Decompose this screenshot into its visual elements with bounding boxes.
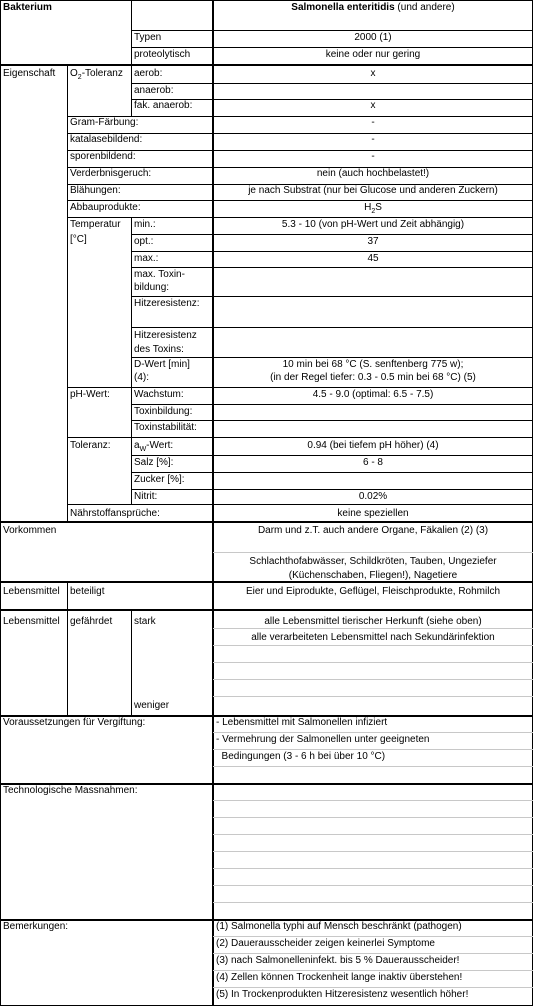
food-involved-value: Eier und Eiprodukte, Geflügel, Fleischprodukte, Rohmilch [245,586,501,597]
sugar-label: Zucker [%]: [134,474,185,485]
grid-line [131,30,533,31]
grid-line [131,251,533,252]
grid-line [67,581,68,715]
ph-growth-value: 4.5 - 9.0 (optimal: 6.5 - 7.5) [312,389,434,400]
aw-label: $a_W$-Wert: [134,440,174,452]
grid-line [213,987,533,988]
occurrence-line-3: (Küchenschaben, Fliegen!), Nagetiere [288,570,458,581]
temp-opt-value: 37 [367,236,379,247]
o2-anaerobic-label: anaerob: [134,85,174,96]
organism-suffix: (und andere) [394,2,455,13]
technology-label: Technologische Massnahmen: [3,785,138,796]
remark-line-3: (3) nach Salmonelleninfekt. bis 5 % Dauerausscheider! [216,955,460,966]
bloating-label: Blähungen: [70,185,121,196]
d-value-line-2: (in der Regel tiefer: 0.3 - 0.5 min bei 68 °C) (5) [270,372,476,383]
types-value: 2000 (1) [354,32,392,43]
proteolytic-value: keine oder nur gering [325,49,421,60]
degradation-value: $H_2S$ [364,202,382,214]
spore-value: - [371,151,375,162]
grid-line [131,0,132,64]
grid-line [213,834,533,835]
degradation-label: Abbauprodukte: [70,202,141,213]
food-endangered-sub: gefährdet [70,616,113,627]
d-value-label: D-Wert [min] [134,359,190,370]
grid-line [131,357,533,358]
salt-label: Salz [%]: [134,457,174,468]
grid-line [213,817,533,818]
grid-line [131,455,533,456]
grid-line [213,885,533,886]
grid-line [131,489,533,490]
grid-line [131,420,533,421]
occurrence-line-1: Darm und z.T. auch andere Organe, Fäkalien (2) (3) [257,525,489,536]
grid-line [131,47,533,48]
o2-tolerance-label: $O_2$-Toleranz [70,68,123,80]
food-endangered-label: Lebensmittel [3,616,60,627]
grid-line [213,970,533,971]
temp-min-value: 5.3 - 10 (von pH-Wert und Zeit abhängig) [281,219,465,230]
gram-label: Gram-Färbung: [70,117,139,128]
grid-line [213,953,533,954]
o2-facultative-label: fak. anaerob: [134,100,193,111]
catalase-label: katalasebildend: [70,134,143,145]
properties-section-label: Eigenschaft [3,68,56,79]
grid-line [213,766,533,767]
grid-line [213,749,533,750]
o2-facultative-value: x [370,100,376,111]
spore-label: sporenbildend: [70,151,136,162]
grid-line [213,662,533,663]
food-endangered-line-2: alle verarbeiteten Lebensmittel nach Sekundärinfektion [251,632,495,643]
grid-line [0,0,1,1006]
d-value-label-2: (4): [134,372,149,383]
catalase-value: - [371,134,375,145]
salt-value: 6 - 8 [362,457,383,468]
nitrite-value: 0.02% [358,491,388,502]
ph-growth-label: Wachstum: [134,389,184,400]
bacterium-label: Bakterium [3,2,52,13]
grid-line [213,851,533,852]
ph-label: pH-Wert: [70,389,110,400]
grid-line [131,404,533,405]
grid-line [213,868,533,869]
food-endangered-line-1: alle Lebensmittel tierischer Herkunft (siehe oben) [264,616,482,627]
remark-line-2: (2) Dauerausscheider zeigen keinerlei Symptome [216,938,435,949]
grid-line [213,696,533,697]
types-label: Typen [134,32,162,43]
organism-title [214,2,532,16]
grid-line [67,387,533,388]
precondition-line-3: Bedingungen (3 - 6 h bei über 10 °C) [216,751,386,762]
o2-aerobic-value: x [370,68,376,79]
ph-toxin-formation-label: Toxinbildung: [134,406,193,417]
occurrence-label: Vorkommen [3,525,57,536]
temp-toxin-label-2: bildung: [134,282,170,293]
proteolytic-label: proteolytisch [134,49,191,60]
gram-value: - [371,117,375,128]
d-value-line-1: 10 min bei 68 °C (S. senftenberg 775 w); [282,359,464,370]
grid-line [131,296,533,297]
grid-line [213,628,533,629]
toxin-heat-resistance-label: Hitzeresistenz [134,330,197,341]
food-endangered-strong: stark [134,616,156,627]
grid-line [213,645,533,646]
o2-aerobic-label: aerob: [134,68,163,79]
temp-toxin-label: max. Toxin- [134,269,185,280]
precondition-line-1: - Lebensmittel mit Salmonellen infiziert [216,717,388,728]
grid-line [131,83,533,84]
nitrite-label: Nitrit: [134,491,158,502]
grid-line [131,472,533,473]
food-involved-sub: beteiligt [70,586,105,597]
grid-line [67,217,533,218]
remark-line-1: (1) Salmonella typhi auf Mensch beschränkt (pathogen) [216,921,462,932]
grid-line [213,936,533,937]
bloating-value: je nach Substrat (nur bei Glucose und anderen Zuckern) [248,185,498,196]
grid-line [213,679,533,680]
grid-line [213,552,533,553]
aw-value: 0.94 (bei tiefem pH höher) (4) [307,440,439,451]
temperature-unit: [°C] [70,234,87,245]
precondition-line-2: - Vermehrung der Salmonellen unter geeigneten [216,734,430,745]
grid-line [67,504,533,505]
grid-line [213,800,533,801]
spoilage-label: Verderbnisgeruch: [70,168,152,179]
spoilage-value: nein (auch hochbelastet!) [316,168,430,179]
temp-max-label: max.: [134,253,159,264]
temp-max-value: 45 [367,253,379,264]
organism-name: Salmonella enteritidis [291,2,395,13]
grid-line [0,64,533,66]
grid-line [131,267,533,268]
grid-line [67,200,533,201]
grid-line [0,0,533,1]
occurrence-line-2: Schlachthofabwässer, Schildkröten, Tauben, Ungeziefer [249,556,497,567]
grid-line [213,902,533,903]
grid-line [213,732,533,733]
remark-line-4: (4) Zellen können Trockenheit lange inaktiv überstehen! [216,972,463,983]
heat-resistance-label: Hitzeresistenz: [134,298,200,309]
preconditions-label: Voraussetzungen für Vergiftung: [3,717,146,728]
grid-line [0,609,533,611]
nutrients-label: Nährstoffansprüche: [70,508,160,519]
temp-opt-label: opt.: [134,236,154,247]
grid-line [131,327,533,328]
nutrients-value: keine speziellen [337,508,409,519]
grid-line [131,217,132,504]
tolerance-label: Toleranz: [70,440,111,451]
remarks-label: Bemerkungen: [3,921,69,932]
ph-toxin-stability-label: Toxinstabilität: [134,422,197,433]
food-involved-label: Lebensmittel [3,586,60,597]
grid-line [0,521,533,523]
grid-line [131,234,533,235]
remark-line-5: (5) In Trockenprodukten Hitzeresistenz wesentlich höher! [216,989,469,1000]
toxin-heat-resistance-label-2: des Toxins: [134,344,184,355]
temp-min-label: min.: [134,219,156,230]
temperature-label: Temperatur [70,219,121,230]
grid-line [67,437,533,438]
food-endangered-less: weniger [134,700,170,711]
